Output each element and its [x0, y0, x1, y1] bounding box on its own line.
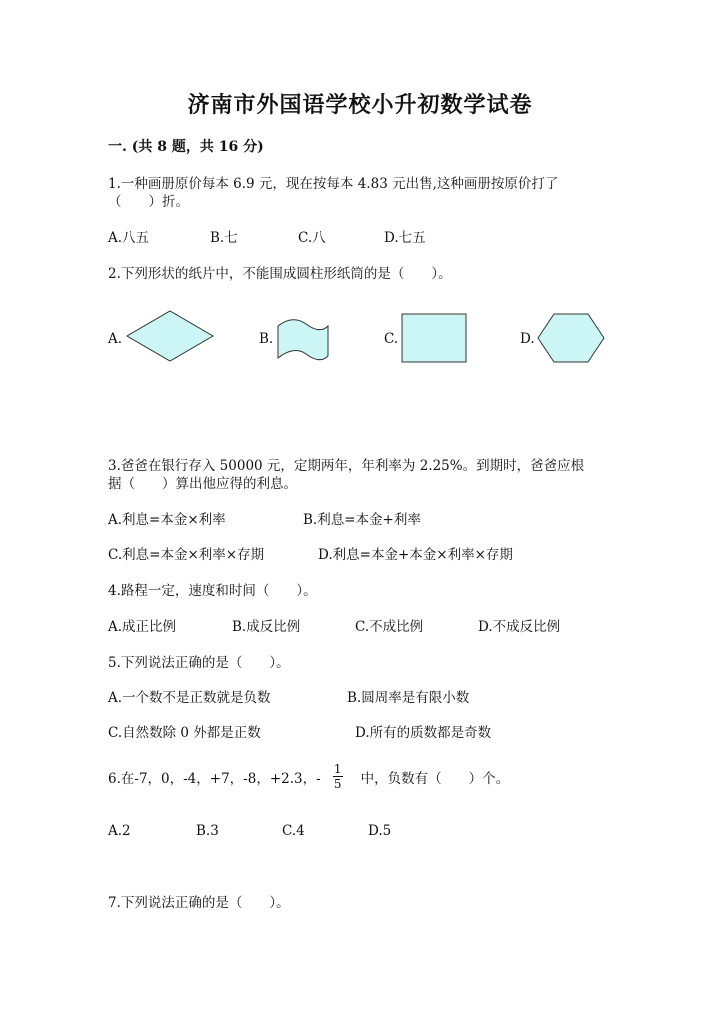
- fraction-one-fifth: [333, 762, 343, 791]
- rectangle-shape: [401, 313, 467, 363]
- hexagon-shape: [537, 313, 605, 363]
- question-6-option-a[interactable]: A.2: [108, 823, 131, 839]
- question-2-option-d[interactable]: D.: [520, 331, 535, 347]
- question-1-stem-line1: 1.一种画册原价每本 6.9 元，现在按每本 4.83 元出售,这种画册按原价打了: [108, 176, 559, 192]
- question-5-option-a[interactable]: A.一个数不是正数就是负数: [108, 690, 271, 706]
- question-6-stem: [108, 762, 509, 791]
- question-1-stem-line2: （ ）折。: [108, 194, 189, 210]
- question-4-option-a[interactable]: A.成正比例: [108, 619, 177, 635]
- fraction-numerator: 1: [333, 762, 342, 776]
- question-6-option-c[interactable]: C.4: [282, 823, 305, 839]
- question-3-option-a[interactable]: A.利息=本金×利率: [108, 512, 226, 528]
- question-3-stem-line1: 3.爸爸在银行存入 50000 元，定期两年，年利率为 2.25%。到期时，爸爸应根: [108, 458, 585, 474]
- question-7-stem: 7.下列说法正确的是（ ）。: [108, 895, 290, 911]
- fraction-denominator: 5: [333, 777, 342, 791]
- question-4-stem: 4.路程一定，速度和时间（ ）。: [108, 583, 317, 599]
- question-4-option-c[interactable]: C.不成比例: [355, 619, 424, 635]
- question-1-option-a[interactable]: A.八五: [108, 230, 150, 246]
- question-3-option-c[interactable]: C.利息=本金×利率×存期: [108, 547, 265, 563]
- question-3-stem-line2: 据（ ）算出他应得的利息。: [108, 476, 297, 492]
- question-5-option-d[interactable]: D.所有的质数都是奇数: [355, 725, 492, 741]
- question-5-stem: 5.下列说法正确的是（ ）。: [108, 655, 290, 671]
- question-5-option-b[interactable]: B.圆周率是有限小数: [347, 690, 470, 706]
- question-2-option-a[interactable]: A.: [108, 331, 123, 347]
- question-3-option-b[interactable]: B.利息=本金+利率: [303, 512, 421, 528]
- question-1-option-d[interactable]: D.七五: [384, 230, 426, 246]
- rhombus-shape: [126, 310, 214, 362]
- question-1-option-b[interactable]: B.七: [210, 230, 238, 246]
- question-2-option-c[interactable]: C.: [384, 331, 399, 347]
- question-2-option-b[interactable]: B.: [259, 331, 274, 347]
- question-1-option-c[interactable]: C.八: [298, 230, 326, 246]
- question-5-option-c[interactable]: C.自然数除 0 外都是正数: [108, 725, 261, 741]
- question-6-option-d[interactable]: D.5: [368, 823, 392, 839]
- question-6-stem-prefix: 6.在-7，0，-4，+7，-8，+2.3，-: [108, 770, 321, 787]
- question-6-stem-suffix: 中，负数有（ ）个。: [360, 770, 510, 787]
- question-4-option-b[interactable]: B.成反比例: [232, 619, 301, 635]
- question-6-option-b[interactable]: B.3: [196, 823, 219, 839]
- question-4-option-d[interactable]: D.不成反比例: [478, 619, 561, 635]
- wavy-rectangle-shape: [276, 318, 332, 362]
- section-header: 一. (共 8 题，共 16 分): [108, 139, 264, 155]
- page-title: 济南市外国语学校小升初数学试卷: [187, 92, 533, 118]
- question-2-stem: 2.下列形状的纸片中，不能围成圆柱形纸筒的是（ ）。: [108, 266, 452, 282]
- question-3-option-d[interactable]: D.利息=本金+本金×利率×存期: [318, 547, 513, 563]
